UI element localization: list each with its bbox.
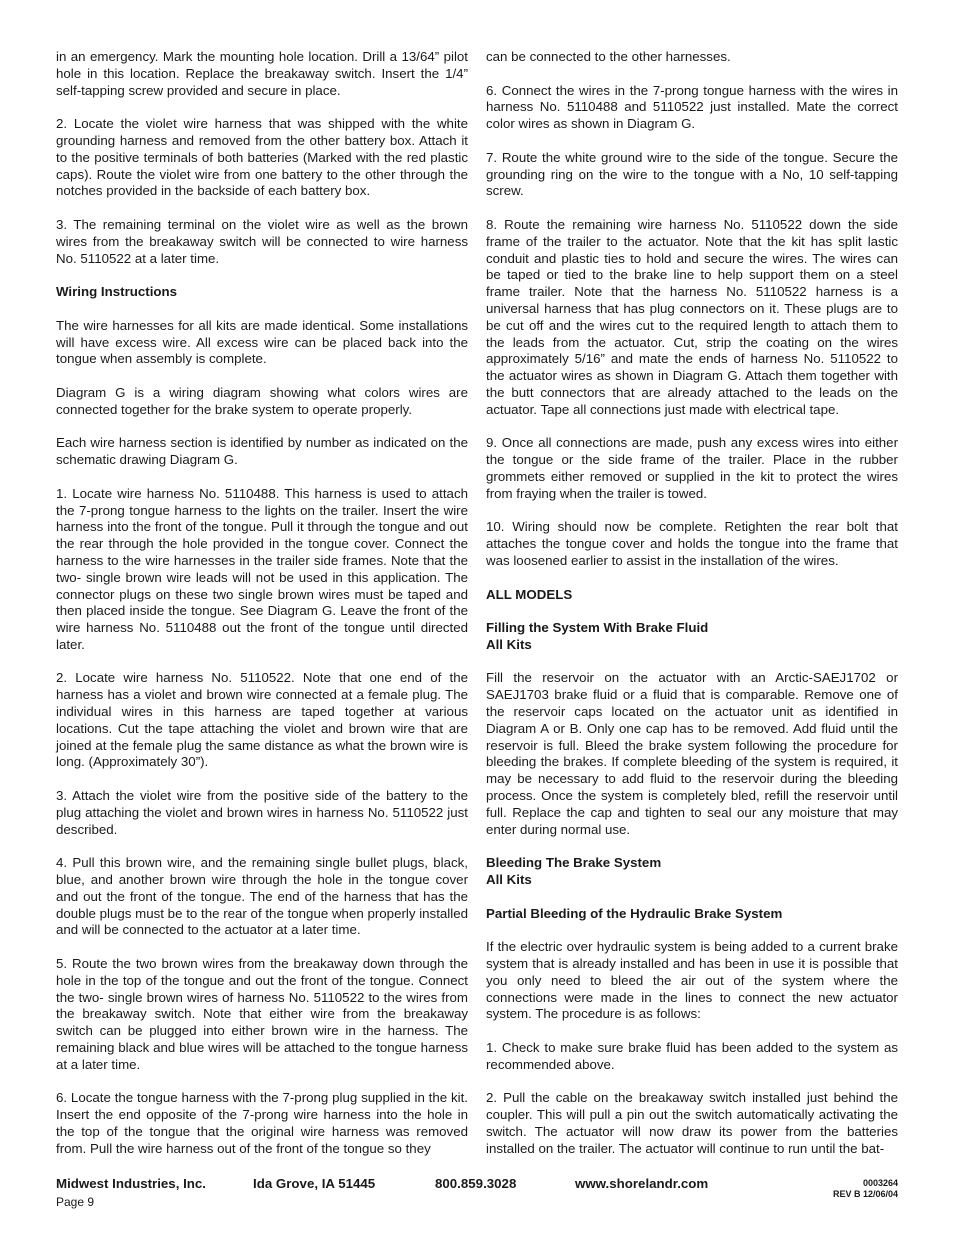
paragraph: 8. Route the remaining wire harness No. 5110522 down the side frame of the trailer to the actuator. Note that the kit has split lastic conduit and plastic ties to hold and secure the wires. The wires can be taped or tied to the brake line to help support them on a steel frame trailer. Note that the harness No. 5110522 harness is a universal harness that has plug connectors on it. These plugs are to be cut off and the wires cut to the required length to attach them to the leads from the actuator. Cut, strip the coating on the wires approximately 5/16” and mate the ends of harness No. 5110522 to the actuator wires as shown in Diagram G. Attach them together with the butt connectors that are already attached to the leads on the actuator. Tape all connections just made with electrical tape. [486,216,898,417]
paragraph: in an emergency. Mark the mounting hole location. Drill a 13/64” pilot hole in this location. Replace the breakaway switch. Insert the 1/4” self-tapping screw provided and secure in place. [56,49,468,98]
paragraph: Fill the reservoir on the actuator with an Arctic-SAEJ1702 or SAEJ1703 brake fluid or a fluid that is comparable. Remove one of the reservoir caps located on the actuator unit as identified in Diagram A or B. Only one cap has to be removed. Add fluid until the reservoir is full. Bleed the brake system following the procedure for bleeding the brakes. If complete bleeding of the system is required, it may be necessary to add fluid to the reservoir during the bleeding process. Once the system is completely bled, refill the reservoir until full. Replace the cap and tighten to seal our any moisture that may enter during normal use. [486,670,898,837]
paragraph: 10. Wiring should now be complete. Retighten the rear bolt that attaches the tongue cover and holds the tongue into the frame that was loosened earlier to assist in the installation of the wires. [486,519,898,568]
subheading-line: Bleeding The Brake System [486,855,662,871]
right-column [486,49,898,1174]
subheading-line: Filling the System With Brake Fluid [486,620,709,636]
footer-doc-info [833,1178,898,1200]
section-subheading [486,855,898,889]
paragraph: 1. Check to make sure brake fluid has been added to the system as recommended above. [486,1040,898,1072]
subheading-line: All Kits [486,872,532,888]
section-heading: Partial Bleeding of the Hydraulic Brake System [486,905,783,921]
paragraph: can be connected to the other harnesses. [486,49,731,64]
paragraph: 6. Locate the tongue harness with the 7-prong plug supplied in the kit. Insert the end opposite of the 7-prong wire harness into the hole in the top of the tongue that the original wire harness was removed from. Pull the wire harness out of the front of the tongue so they [56,1090,468,1156]
paragraph: If the electric over hydraulic system is being added to a current brake system that is already installed and has been in use it is possible that you only need to bleed the air out of the system where the connections were made in the lines to connect the new actuator system. The procedure is as follows: [486,939,898,1022]
paragraph: 1. Locate wire harness No. 5110488. This harness is used to attach the 7-prong tongue harness to the lights on the trailer. Insert the wire harness into the front of the tongue. Pull it through the tongue and out the rear through the hole provided in the tongue cover. Connect the harness to the wire harnesses in the trailer side frames. Note that the two- single brown wire leads will not be used in this application. The connector plugs on these two single brown wires must be taped and then placed inside the tongue. See Diagram G. Leave the front of the wire harness No. 5110488 out the front of the tongue until directed later. [56,485,468,652]
section-heading: Wiring Instructions [56,284,178,300]
footer-city: Ida Grove, IA 51445 [253,1176,376,1191]
paragraph: The wire harnesses for all kits are made identical. Some installations will have excess wire. All excess wire can be placed back into the tongue when assembly is complete. [56,317,468,367]
paragraph: 2. Locate the violet wire harness that was shipped with the white grounding harness and removed from the other battery box. Attach it to the positive terminals of both batteries (Marked with the red plastic caps). Route the violet wire from one battery to the other through the notches provided in the backside of each battery box. [56,116,468,199]
footer-doc-number: 0003264 [862,1178,898,1188]
paragraph: 4. Pull this brown wire, and the remaining single bullet plugs, black, blue, and another brown wire through the hole in the tongue cover and out the front of the tongue. The end of the harness that has the double plugs must be to the rear of the tongue when properly installed and will be connected to the actuator at a later time. [56,855,468,938]
footer-website: www.shorelandr.com [575,1176,709,1191]
paragraph: 3. Attach the violet wire from the positive side of the battery to the plug attaching the violet and brown wires in harness No. 5110522 just described. [56,788,468,837]
page-number: Page 9 [56,1195,95,1209]
section-subheading [486,620,898,654]
paragraph: Each wire harness section is identified by number as indicated on the schematic drawing Diagram G. [56,435,468,468]
paragraph: 7. Route the white ground wire to the side of the tongue. Secure the grounding ring on the wire to the tongue with a No, 10 self-tapping screw. [486,149,898,199]
paragraph: 2. Locate wire harness No. 5110522. Note that one end of the harness has a violet and brown wire connected at a female plug. The individual wires in this harness are taped together at various locations. Cut the tape attaching the violet and brown wire that are joined at the female plug the same distance as what the brown wire is long. (Approximately 30”). [56,670,468,770]
footer-company: Midwest Industries, Inc. [56,1176,206,1191]
subheading-line: All Kits [486,636,532,652]
paragraph: 9. Once all connections are made, push any excess wires into either the tongue or the side frame of the trailer. Place in the rubber grommets either removed or supplied in the kit to protect the wires from fraying when the trailer is towed. [486,435,898,501]
paragraph: Diagram G is a wiring diagram showing what colors wires are connected together for the brake system to operate properly. [56,384,468,417]
page-footer [56,1172,898,1212]
footer-revision: REV B 12/06/04 [832,1189,898,1199]
paragraph: 5. Route the two brown wires from the breakaway down through the hole in the top of the tongue and out the front of the tongue. Connect the two- single brown wires of harness No. 5110522 to the wires from the breakaway switch. Note that either wire from the breakaway switch can be plugged into either brown wire in the harness. The remaining black and blue wires will be attached to the tongue harness at a later time. [56,956,468,1072]
paragraph: 2. Pull the cable on the breakaway switch installed just behind the coupler. This will pull a pin out the switch automatically activating the switch. The actuator will now draw its power from the batteries installed on the trailer. The actuator will continue to run until the bat- [486,1090,898,1156]
left-column [56,49,468,1174]
paragraph: 3. The remaining terminal on the violet wire as well as the brown wires from the breakaway switch will be connected to wire harness No. 5110522 at a later time. [56,216,468,266]
paragraph: 6. Connect the wires in the 7-prong tongue harness with the wires in harness No. 5110488 and 5110522 just installed. Mate the correct color wires as shown in Diagram G. [486,82,898,132]
footer-phone: 800.859.3028 [435,1176,517,1191]
section-heading: ALL MODELS [486,586,573,602]
